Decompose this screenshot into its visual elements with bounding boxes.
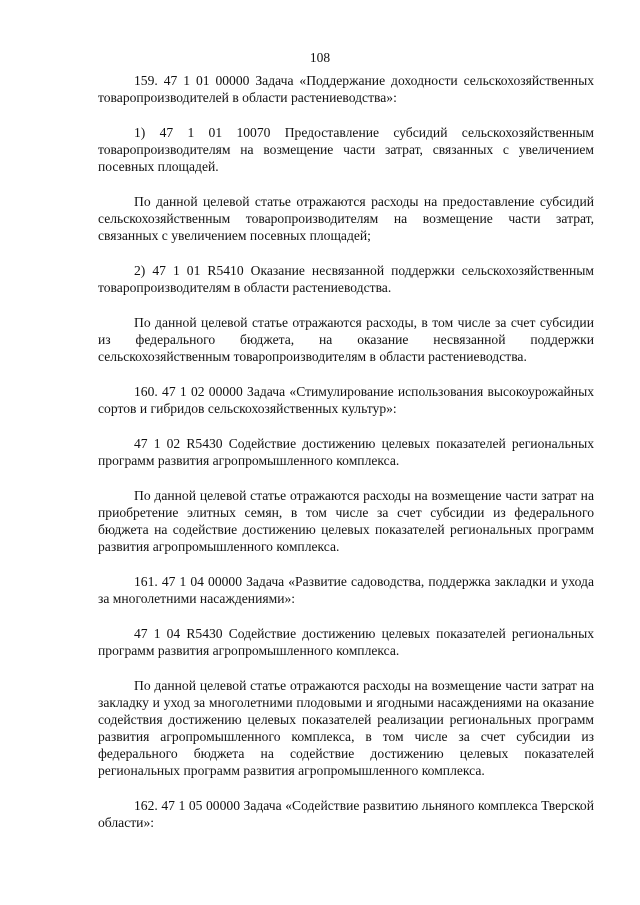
paragraph-161-heading: 161. 47 1 04 00000 Задача «Развитие садоводства, поддержка закладки и ухода за многолетними насаждениями»: [98, 574, 594, 606]
page-number: 108 [309, 50, 331, 65]
paragraph-162-heading: 162. 47 1 05 00000 Задача «Содействие развитию льняного комплекса Тверской области»: [98, 798, 594, 830]
paragraph-160-item: 47 1 02 R5430 Содействие достижению целевых показателей региональных программ развития агропромышленного комплекса. [98, 436, 594, 468]
paragraph-159-heading: 159. 47 1 01 00000 Задача «Поддержание доходности сельскохозяйственных товаропроизводителей в области растениеводства»: [98, 73, 594, 105]
document-body [98, 72, 594, 849]
paragraph-160-item-description: По данной целевой статье отражаются расходы на возмещение части затрат на приобретение элитных семян, в том числе за счет субсидии из федерального бюджета на содействие достижению целевых показателей региональных программ развития агропромышленного комплекса. [98, 488, 594, 554]
paragraph-161-item-description: По данной целевой статье отражаются расходы на возмещение части затрат на закладку и уход за многолетними плодовыми и ягодными насаждениями на оказание содействия достижению целевых показателей реализации региональных программ развития агропромышленного комплекса, в том числе за счет субсидии из федерального бюджета на содействие достижению целевых показателей региональных программ развития агропромышленного комплекса. [98, 678, 594, 778]
paragraph-160-heading: 160. 47 1 02 00000 Задача «Стимулирование использования высокоурожайных сортов и гибридов сельскохозяйственных культур»: [98, 384, 594, 416]
paragraph-159-item-1: 1) 47 1 01 10070 Предоставление субсидий сельскохозяйственным товаропроизводителям на возмещение части затрат, связанных с увеличением посевных площадей. [98, 125, 594, 174]
paragraph-159-item-2: 2) 47 1 01 R5410 Оказание несвязанной поддержки сельскохозяйственным товаропроизводителям в области растениеводства. [98, 263, 594, 295]
paragraph-159-item-2-description: По данной целевой статье отражаются расходы, в том числе за счет субсидии из федерального бюджета, на оказание несвязанной поддержки сельскохозяйственным товаропроизводителям в области растениеводства. [98, 315, 594, 364]
paragraph-159-item-1-description: По данной целевой статье отражаются расходы на предоставление субсидий сельскохозяйственным товаропроизводителям на возмещение части затрат, связанных с увеличением посевных площадей; [98, 194, 594, 243]
paragraph-161-item: 47 1 04 R5430 Содействие достижению целевых показателей региональных программ развития агропромышленного комплекса. [98, 626, 594, 658]
